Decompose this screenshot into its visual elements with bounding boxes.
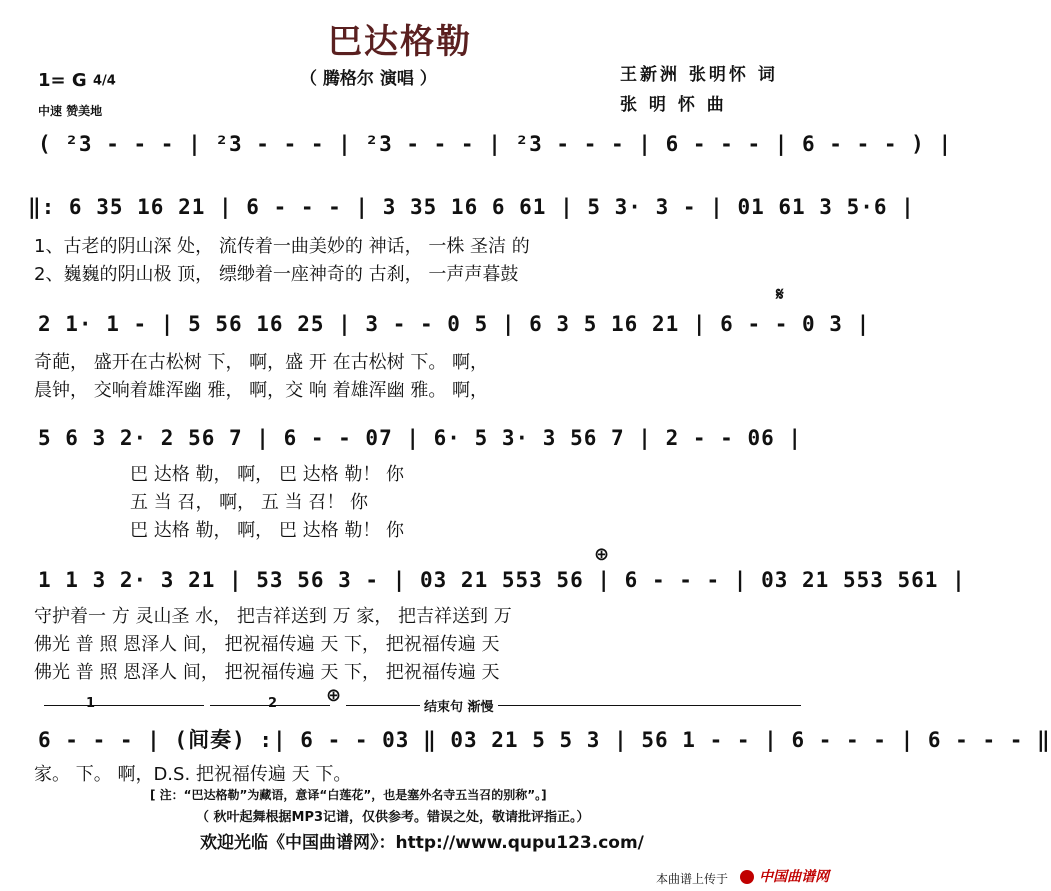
lyric-row-5-verse-3: 佛光 普 照 恩泽人 间， 把祝福传遍 天 下， 把祝福传遍 天: [34, 662, 500, 683]
welcome-link[interactable]: 欢迎光临《中国曲谱网》：http://www.qupu123.com/: [200, 833, 644, 853]
volta-2-label: 2: [268, 696, 278, 711]
segno-sign: 𝄋: [776, 284, 784, 305]
lyric-row-4-verse-2: 五 当 召， 啊， 五 当 召！ 你: [130, 492, 369, 513]
ending-label: 结束句 渐慢: [420, 696, 498, 715]
notation-row-2: ‖: 6 35 16 21 | 6 - - - | 3 35 16 6 61 | 5 3· 3 - | 01 61 3 5·6 |: [28, 195, 915, 219]
lyric-row-2-verse-2: 2、巍巍的阴山极 顶， 缥缈着一座神奇的 古刹， 一声声暮鼓: [34, 264, 519, 285]
score-title: 巴达格勒: [328, 22, 472, 62]
composer-credit: 张 明 怀 曲: [620, 95, 727, 115]
singer-credit: （ 腾格尔 演唱 ）: [300, 69, 437, 89]
lyric-row-2-verse-1: 1、古老的阴山深 处， 流传着一曲美妙的 神话， 一株 圣洁 的: [34, 236, 530, 257]
lyric-row-6: 家。 下。 啊，D.S. 把祝福传遍 天 下。: [34, 764, 352, 785]
tempo-marking: 中速 赞美地: [38, 104, 103, 118]
lyric-row-5-verse-1: 守护着一 方 灵山圣 水， 把吉祥送到 万 家， 把吉祥送到 万: [34, 606, 512, 627]
ending-bracket: [346, 705, 801, 706]
notation-row-4: 5 6 3 2· 2 56 7 | 6 - - 07 | 6· 5 3· 3 56 7 | 2 - - 06 |: [38, 426, 803, 450]
coda-sign-ending: ⊕: [326, 685, 342, 706]
time-signature: 4/4: [92, 73, 116, 89]
lyric-row-4-verse-1: 巴 达格 勒， 啊， 巴 达格 勒！ 你: [130, 464, 405, 485]
notation-row-5: 1 1 3 2· 3 21 | 53 56 3 - | 03 21 553 56 | 6 - - - | 03 21 553 561 |: [38, 568, 966, 592]
key-text: 1= G: [38, 70, 87, 91]
lyricist-credit: 王新洲 张明怀 词: [620, 65, 778, 85]
lyric-row-4-verse-3: 巴 达格 勒， 啊， 巴 达格 勒！ 你: [130, 520, 405, 541]
lyric-row-5-verse-2: 佛光 普 照 恩泽人 间， 把祝福传遍 天 下， 把祝福传遍 天: [34, 634, 500, 655]
volta-1-label: 1: [86, 696, 96, 711]
transcriber-note: （ 秋叶起舞根据MP3记谱，仅供参考。错误之处，敬请批评指正。）: [196, 810, 590, 825]
lyric-row-3-verse-2: 晨钟， 交响着雄浑幽 雅， 啊，交 响 着雄浑幽 雅。 啊，: [34, 380, 489, 401]
key-signature: [38, 70, 116, 91]
upload-caption: 本曲谱上传于: [656, 872, 729, 886]
volta-1-bracket: [44, 705, 204, 706]
annotation-note: [ 注：“巴达格勒”为藏语，意译“白莲花”，也是塞外名寺五当召的别称”。]: [150, 788, 547, 802]
site-logo-text: 中国曲谱网: [759, 869, 830, 885]
notation-row-6: 6 - - - | (间奏) :| 6 - - 03 ‖ 03 21 5 5 3 | 56 1 - - | 6 - - - | 6 - - - ‖: [38, 728, 1051, 752]
notation-row-3: 2 1· 1 - | 5 56 16 25 | 3 - - 0 5 | 6 3 5 16 21 | 6 - - 0 3 |: [38, 312, 871, 336]
site-logo-icon: [740, 870, 754, 884]
site-logo: [740, 866, 829, 886]
coda-sign: ⊕: [594, 544, 610, 565]
lyric-row-3-verse-1: 奇葩， 盛开在古松树 下， 啊，盛 开 在古松树 下。 啊，: [34, 352, 489, 373]
notation-row-intro: ( ²3 - - - | ²3 - - - | ²3 - - - | ²3 - - - | 6 - - - | 6 - - - ) |: [38, 132, 953, 156]
